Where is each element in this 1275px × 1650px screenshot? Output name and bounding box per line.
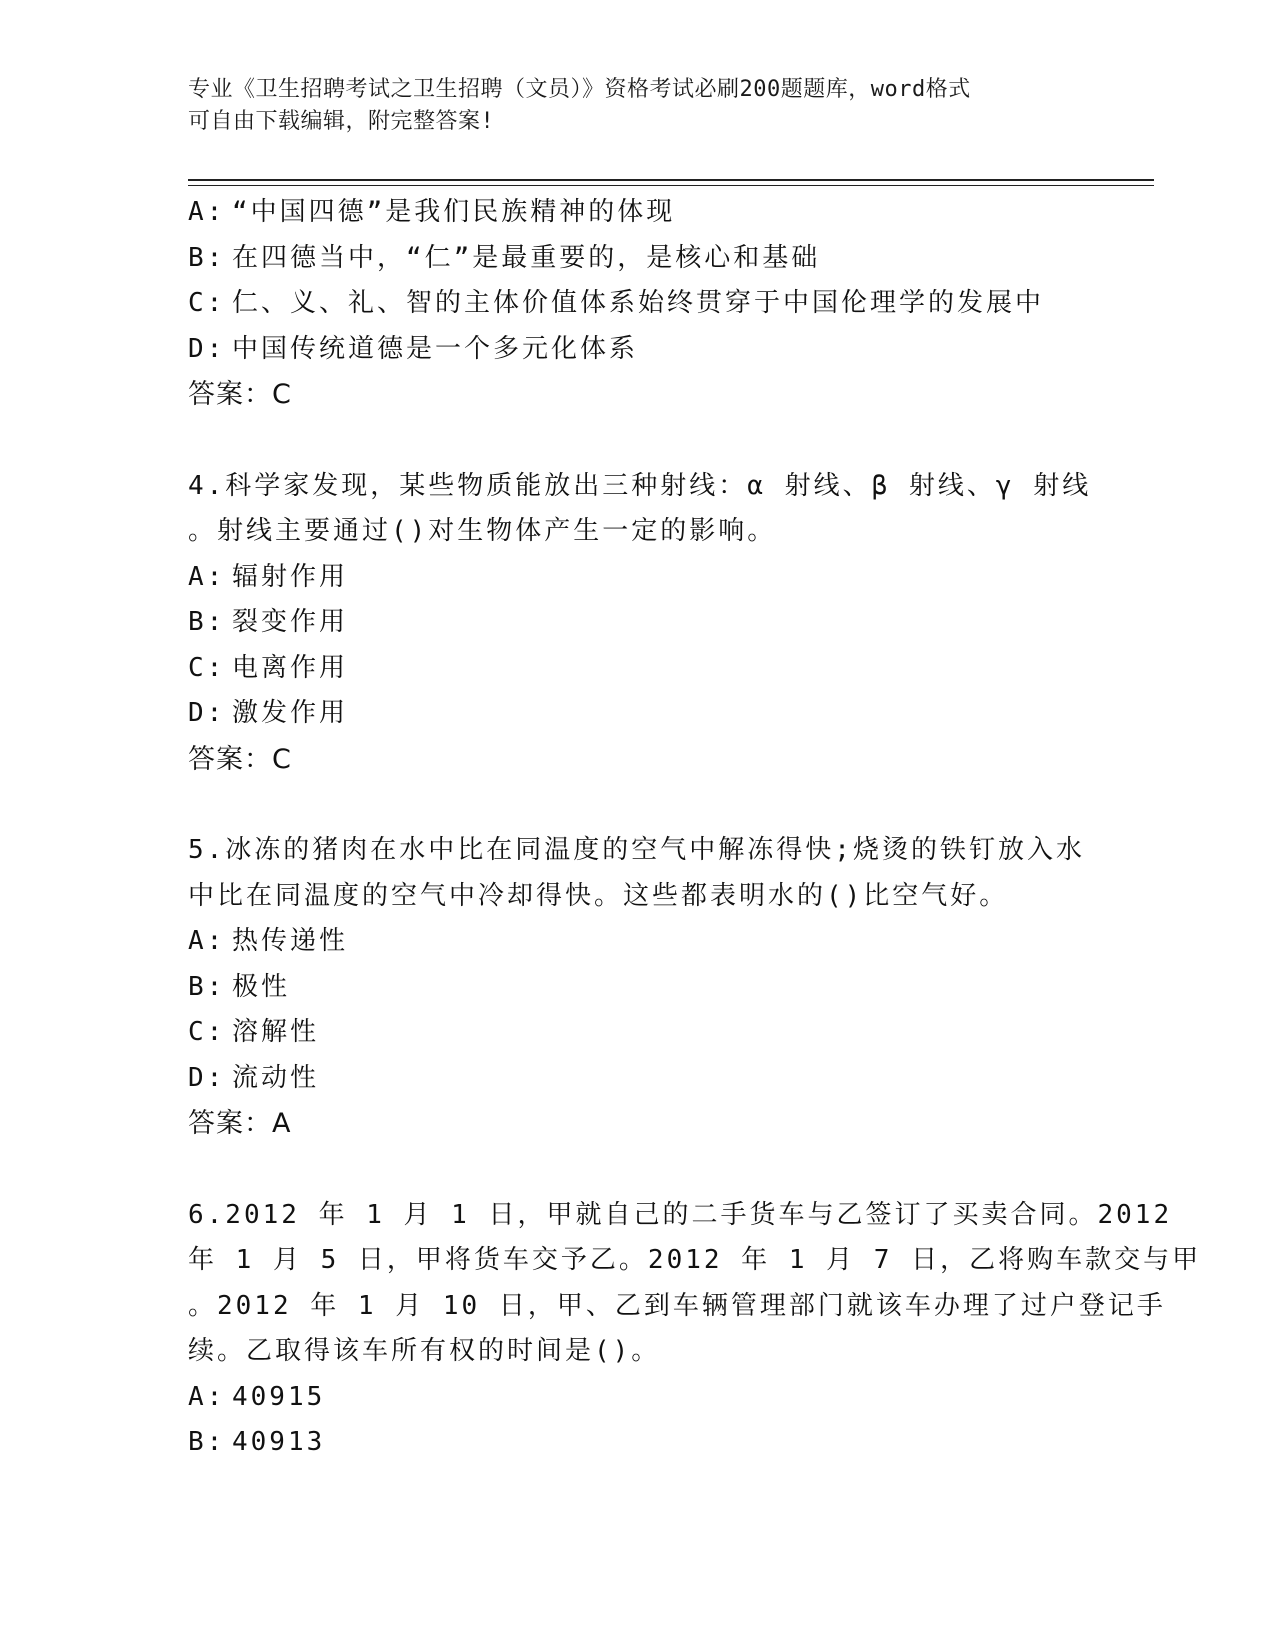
option-d — [188, 691, 1088, 737]
header-divider-thin — [188, 185, 1154, 186]
option-text: “中国四德”是我们民族精神的体现 — [232, 197, 676, 227]
header-line-2: 可自由下载编辑，附完整答案! — [188, 109, 495, 134]
question-stem-line: 续。乙取得该车所有权的时间是()。 — [188, 1336, 661, 1366]
spacer — [188, 782, 1088, 828]
answer: 答案：C — [188, 379, 292, 410]
option-c — [188, 646, 1088, 692]
option-a — [188, 1375, 1088, 1421]
option-text: 辐射作用 — [232, 561, 349, 592]
question-stem-line: 6.2012 年 1 月 1 日，甲就自己的二手货车与乙签订了买卖合同。2012 — [188, 1199, 1173, 1230]
option-b — [188, 1420, 1088, 1466]
option-key: B: — [188, 242, 226, 273]
document-header — [188, 74, 1088, 138]
option-c — [188, 281, 1088, 327]
spacer — [188, 418, 1088, 464]
spacer — [188, 1147, 1088, 1193]
question-5 — [188, 828, 1088, 1147]
option-text: 中国传统道德是一个多元化体系 — [232, 333, 639, 364]
option-text: 仁、义、礼、智的主体价值体系始终贯穿于中国伦理学的发展中 — [232, 288, 1045, 318]
question-stem-line: 。射线主要通过()对生物体产生一定的影响。 — [188, 516, 777, 546]
option-text: 电离作用 — [232, 652, 349, 683]
option-key: D: — [188, 1062, 226, 1093]
option-a — [188, 919, 1088, 965]
question-3 — [188, 190, 1088, 418]
question-stem-line: 。2012 年 1 月 10 日，甲、乙到车辆管理部门就该车办理了过户登记手 — [188, 1290, 1166, 1321]
option-text: 溶解性 — [232, 1017, 320, 1047]
option-text: 40915 — [232, 1381, 326, 1412]
question-stem-line: 4.科学家发现，某些物质能放出三种射线：α 射线、β 射线、γ 射线 — [188, 470, 1092, 501]
option-text: 流动性 — [232, 1062, 320, 1093]
answer: 答案：C — [188, 743, 292, 775]
question-list — [188, 190, 1202, 1466]
option-text: 极性 — [232, 971, 291, 1002]
option-text: 裂变作用 — [232, 607, 349, 637]
option-b — [188, 236, 1088, 282]
option-d — [188, 327, 1088, 373]
option-key: C: — [188, 1017, 226, 1047]
option-text: 激发作用 — [232, 698, 349, 728]
question-stem-line: 年 1 月 5 日，甲将货车交予乙。2012 年 1 月 7 日，乙将购车款交与甲 — [188, 1245, 1202, 1275]
option-d — [188, 1056, 1088, 1102]
option-key: B: — [188, 607, 226, 637]
option-key: A: — [188, 1381, 226, 1412]
option-key: D: — [188, 698, 226, 728]
option-text: 热传递性 — [232, 926, 349, 956]
option-key: A: — [188, 197, 226, 227]
question-stem-line: 5.冰冻的猪肉在水中比在同温度的空气中解冻得快;烧烫的铁钉放入水 — [188, 835, 1085, 865]
option-b — [188, 600, 1088, 646]
option-text: 在四德当中，“仁”是最重要的，是核心和基础 — [232, 242, 821, 273]
option-key: A: — [188, 926, 226, 956]
option-a — [188, 555, 1088, 601]
option-key: C: — [188, 288, 226, 318]
option-text: 40913 — [232, 1427, 326, 1457]
header-line-1: 专业《卫生招聘考试之卫生招聘（文员）》资格考试必刷200题题库，word格式 — [188, 77, 971, 102]
option-key: C: — [188, 652, 226, 683]
option-key: B: — [188, 1427, 226, 1457]
answer: 答案：A — [188, 1108, 292, 1139]
question-6 — [188, 1193, 1202, 1466]
question-4 — [188, 464, 1092, 783]
option-c — [188, 1010, 1088, 1056]
option-key: B: — [188, 971, 226, 1002]
option-b — [188, 965, 1088, 1011]
option-key: D: — [188, 333, 226, 364]
option-a — [188, 190, 1088, 236]
header-divider-thick — [188, 179, 1154, 181]
option-key: A: — [188, 561, 226, 592]
question-stem-line: 中比在同温度的空气中冷却得快。这些都表明水的()比空气好。 — [188, 880, 1009, 911]
